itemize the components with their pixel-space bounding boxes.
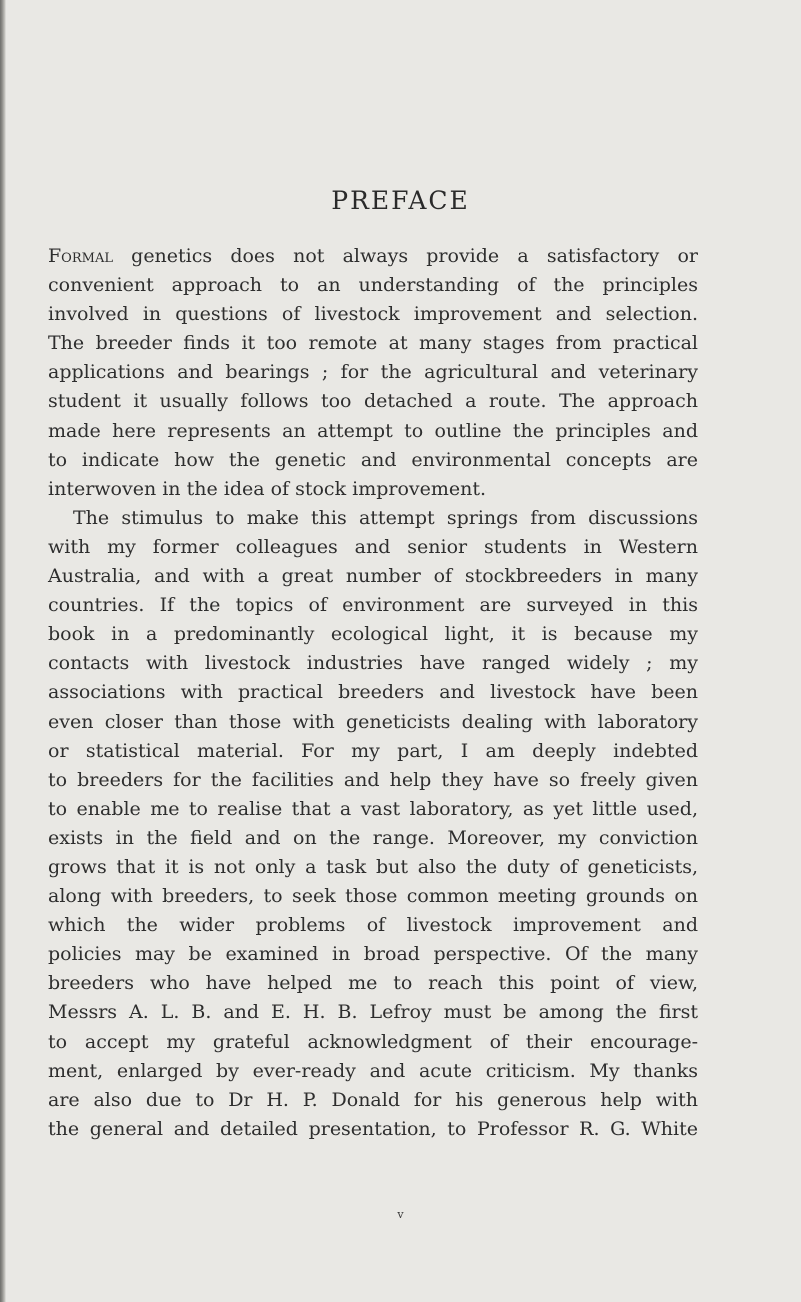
preface-body xyxy=(48,242,698,1144)
text-line: interwoven in the idea of stock improvement. xyxy=(48,477,487,500)
text-line: which the wider problems of livestock improvement and xyxy=(48,914,698,937)
text-line: Messrs A. L. B. and E. H. B. Lefroy must be among the first xyxy=(48,1001,698,1024)
text-line: with my former colleagues and senior students in Western xyxy=(48,535,698,558)
text-line: countries. If the topics of environment are surveyed in this xyxy=(48,594,698,617)
text-line: contacts with livestock industries have ranged widely ; my xyxy=(48,652,698,675)
text-line: Australia, and with a great number of stockbreeders in many xyxy=(48,565,698,588)
text-line: The stimulus to make this attempt springs from discussions xyxy=(73,506,698,529)
text-line: book in a predominantly ecological light, it is because my xyxy=(48,623,698,646)
text-line: made here represents an attempt to outline the principles and xyxy=(48,419,698,442)
text-line: involved in questions of livestock improvement and selection. xyxy=(48,303,698,326)
text-line: or statistical material. For my part, I am deeply indebted xyxy=(48,739,698,762)
text-line: to accept my grateful acknowledgment of their encourage- xyxy=(48,1030,698,1053)
text-line: Formal genetics does not always provide a satisfactory or xyxy=(48,245,698,267)
text-line: are also due to Dr H. P. Donald for his generous help with xyxy=(48,1088,698,1111)
text-line: the general and detailed presentation, to Professor R. G. White xyxy=(48,1117,698,1140)
text-line: breeders who have helped me to reach this point of view, xyxy=(48,972,698,995)
text-line: student it usually follows too detached a route. The approach xyxy=(48,390,698,413)
text-line: associations with practical breeders and livestock have been xyxy=(48,681,698,704)
text-line: The breeder finds it too remote at many stages from practical xyxy=(48,332,698,355)
text-line: to enable me to realise that a vast laboratory, as yet little used, xyxy=(48,797,698,820)
text-line: along with breeders, to seek those common meeting grounds on xyxy=(48,885,698,908)
text-line: exists in the field and on the range. Moreover, my conviction xyxy=(48,826,698,849)
page-number: v xyxy=(397,1208,404,1221)
text-line: to breeders for the facilities and help they have so freely given xyxy=(48,768,698,791)
page-title: PREFACE xyxy=(331,186,470,215)
text-line: to indicate how the genetic and environmental concepts are xyxy=(48,448,698,471)
text-line: even closer than those with geneticists dealing with laboratory xyxy=(48,710,698,733)
text-line: ment, enlarged by ever-ready and acute criticism. My thanks xyxy=(48,1059,698,1082)
text-line: applications and bearings ; for the agricultural and veterinary xyxy=(48,361,698,384)
text-line: policies may be examined in broad perspective. Of the many xyxy=(48,943,698,966)
lead-word: Formal xyxy=(48,245,113,267)
text-line: grows that it is not only a task but also the duty of geneticists, xyxy=(48,855,698,878)
text-line: convenient approach to an understanding of the principles xyxy=(48,274,698,297)
